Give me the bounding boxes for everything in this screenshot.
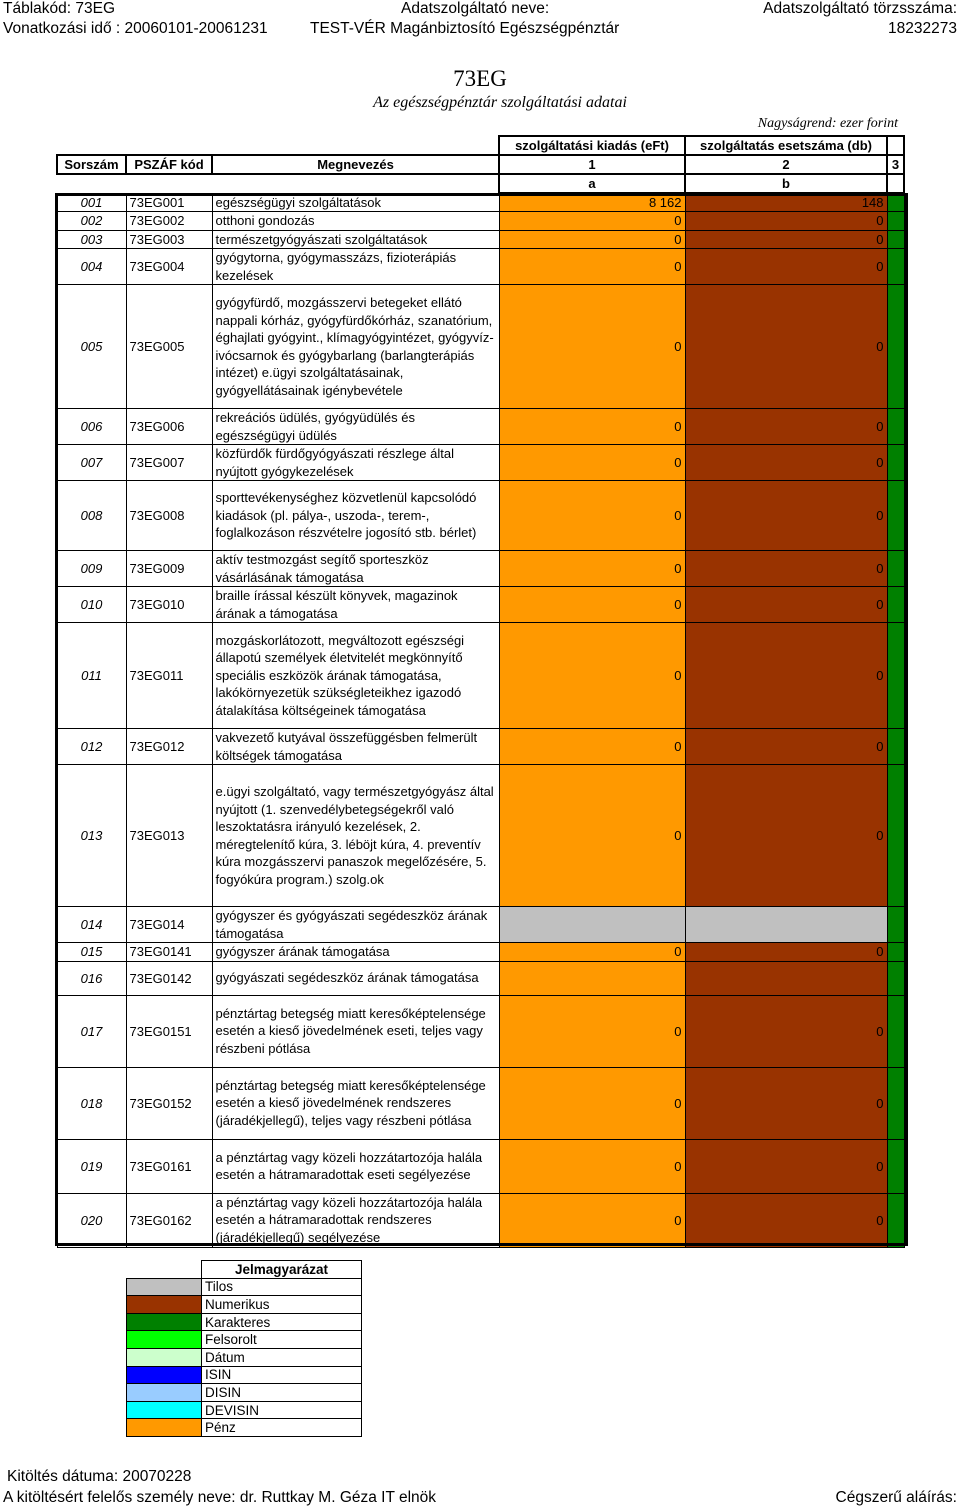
row-char-cell (887, 961, 904, 995)
page-title: 73EG (453, 66, 507, 91)
row-value-a: 0 (499, 551, 685, 587)
row-value-a: 0 (499, 230, 685, 249)
row-value-b: 0 (685, 765, 887, 907)
fill-date: Kitöltés dátuma: 20070228 (7, 1468, 192, 1485)
row-value-a: 0 (499, 409, 685, 445)
row-value-b: 0 (685, 1193, 887, 1247)
table-row (57, 551, 904, 587)
row-number: 011 (57, 623, 126, 729)
signature-label: Cégszerű aláírás: (835, 1489, 957, 1506)
table-row (57, 995, 904, 1067)
row-name: gyógyszer és gyógyászati segédeszköz árának támogatása (212, 907, 499, 943)
row-char-cell (887, 729, 904, 765)
row-char-cell (887, 212, 904, 231)
legend-swatch (127, 1278, 202, 1296)
row-name: a pénztártag vagy közeli hozzátartozója halála esetén a hátramaradottak eseti segélyezése (212, 1139, 499, 1193)
legend-item (127, 1313, 362, 1331)
row-code: 73EG0151 (126, 995, 212, 1067)
legend-item (127, 1348, 362, 1366)
row-code: 73EG007 (126, 445, 212, 481)
row-code: 73EG0162 (126, 1193, 212, 1247)
row-char-cell (887, 551, 904, 587)
legend-label: ISIN (202, 1366, 362, 1384)
row-number: 003 (57, 230, 126, 249)
table-row (57, 445, 904, 481)
row-char-cell (887, 587, 904, 623)
provider-name: TEST-VÉR Magánbiztosító Egészségpénztár (310, 20, 620, 37)
row-value-b: 148 (685, 193, 887, 212)
row-value-a: 0 (499, 445, 685, 481)
legend-swatch (127, 1313, 202, 1331)
row-char-cell (887, 481, 904, 551)
row-name: pénztártag betegség miatt keresőképtelensége esetén a kieső jövedelmének eseti, teljes vagy részbeni pótlása (212, 995, 499, 1067)
row-value-a: 8 162 (499, 193, 685, 212)
page-subtitle: Az egészségpénztár szolgáltatási adatai (373, 94, 627, 111)
row-value-b (685, 961, 887, 995)
legend-item (127, 1278, 362, 1296)
legend-item (127, 1366, 362, 1384)
row-number: 014 (57, 907, 126, 943)
row-char-cell (887, 765, 904, 907)
row-number: 006 (57, 409, 126, 445)
row-name: pénztártag betegség miatt keresőképtelensége esetén a kieső jövedelmének rendszeres (járadékjellegű), teljes vagy részbeni pótlása (212, 1067, 499, 1139)
legend-item (127, 1296, 362, 1314)
data-table (56, 135, 905, 1248)
header-megnevezes: Megnevezés (212, 155, 499, 174)
row-value-a: 0 (499, 995, 685, 1067)
table-row (57, 907, 904, 943)
legend-label: Numerikus (202, 1296, 362, 1314)
table-row (57, 623, 904, 729)
col2-title: szolgáltatás esetszáma (db) (685, 136, 887, 155)
row-value-b: 0 (685, 1067, 887, 1139)
row-name: a pénztártag vagy közeli hozzátartozója halála esetén a hátramaradottak rendszeres (járadékjellegű) segélyezése (212, 1193, 499, 1247)
header-sorszam: Sorszám (57, 155, 126, 174)
row-code: 73EG0142 (126, 961, 212, 995)
row-char-cell (887, 943, 904, 962)
row-name: gyógyfürdő, mozgásszervi betegeket ellátó nappali kórház, gyógyfürdőkórház, szanatórium, éghajlati gyógyint., klímagyógyintézet, gyógyvíz-ivócsarnok és gyógybarlang (barlangterápiás intézet) e.ügyi szolgáltatásainak, gyógyellátásainak igénybevétele (212, 285, 499, 409)
row-number: 018 (57, 1067, 126, 1139)
row-value-b: 0 (685, 943, 887, 962)
row-number: 012 (57, 729, 126, 765)
row-value-a: 0 (499, 1067, 685, 1139)
table-row (57, 729, 904, 765)
row-name: sporttevékenységhez közvetlenül kapcsolódó kiadások (pl. pálya-, uszoda-, terem-, foglalkozáson részvételre jogosító stb. bérlet) (212, 481, 499, 551)
row-char-cell (887, 230, 904, 249)
row-char-cell (887, 409, 904, 445)
table-row (57, 587, 904, 623)
provider-name-label: Adatszolgáltató neve: (401, 0, 550, 17)
row-value-b: 0 (685, 587, 887, 623)
table-row (57, 193, 904, 212)
row-value-a (499, 907, 685, 943)
reference-period: Vonatkozási idő : 20060101-20061231 (3, 20, 268, 37)
legend-label: DEVISIN (202, 1401, 362, 1419)
row-code: 73EG0141 (126, 943, 212, 962)
row-name: egészségügyi szolgáltatások (212, 193, 499, 212)
row-value-a: 0 (499, 1193, 685, 1247)
col1-title: szolgáltatási kiadás (eFt) (499, 136, 685, 155)
row-number: 009 (57, 551, 126, 587)
row-number: 007 (57, 445, 126, 481)
legend-item (127, 1384, 362, 1402)
row-code: 73EG008 (126, 481, 212, 551)
row-code: 73EG004 (126, 249, 212, 285)
legend-item (127, 1419, 362, 1437)
row-number: 005 (57, 285, 126, 409)
legend-label: Dátum (202, 1348, 362, 1366)
legend-label: DISIN (202, 1384, 362, 1402)
row-number: 019 (57, 1139, 126, 1193)
legend-label: Felsorolt (202, 1331, 362, 1349)
row-number: 016 (57, 961, 126, 995)
row-code: 73EG014 (126, 907, 212, 943)
magnitude-note: Nagyságrend: ezer forint (757, 116, 898, 131)
row-value-a: 0 (499, 943, 685, 962)
row-name: mozgáskorlátozott, megváltozott egészségi állapotú személyek életvitelét megkönnyítő speciális eszközök árának támogatása, lakókörnyezetük szükségleteikhez igazodó átalakítása költségeinek támogatása (212, 623, 499, 729)
row-code: 73EG009 (126, 551, 212, 587)
row-value-a: 0 (499, 1139, 685, 1193)
table-row (57, 230, 904, 249)
legend-swatch (127, 1366, 202, 1384)
row-value-b (685, 907, 887, 943)
table-row (57, 481, 904, 551)
table-row (57, 285, 904, 409)
row-value-b: 0 (685, 995, 887, 1067)
row-value-b: 0 (685, 551, 887, 587)
provider-id-label: Adatszolgáltató törzsszáma: (763, 0, 957, 17)
table-row (57, 409, 904, 445)
row-value-a: 0 (499, 587, 685, 623)
row-char-cell (887, 907, 904, 943)
row-name: otthoni gondozás (212, 212, 499, 231)
row-name: braille írással készült könyvek, magazinok árának a támogatása (212, 587, 499, 623)
row-code: 73EG013 (126, 765, 212, 907)
header-a: a (499, 174, 685, 193)
row-value-a (499, 961, 685, 995)
row-value-b: 0 (685, 729, 887, 765)
row-char-cell (887, 1193, 904, 1247)
row-name: e.ügyi szolgáltató, vagy természetgyógyász által nyújtott (1. szenvedélybetegségekről való leszoktatásra irányuló kezelések, 2. méregtelenítő kúra, 3. léböjt kúra, 4. preventív kúra mozgásszervi panaszok megelőzésére, 5. fogyókúra program.) szolg.ok (212, 765, 499, 907)
header-n2: 2 (685, 155, 887, 174)
row-value-b: 0 (685, 481, 887, 551)
row-value-b: 0 (685, 249, 887, 285)
row-code: 73EG010 (126, 587, 212, 623)
row-char-cell (887, 1067, 904, 1139)
row-code: 73EG003 (126, 230, 212, 249)
row-code: 73EG005 (126, 285, 212, 409)
table-row (57, 212, 904, 231)
header-n3: 3 (887, 155, 904, 174)
header-pszaf: PSZÁF kód (126, 155, 212, 174)
legend-label: Karakteres (202, 1313, 362, 1331)
row-code: 73EG006 (126, 409, 212, 445)
legend-item (127, 1331, 362, 1349)
row-char-cell (887, 445, 904, 481)
legend-label: Pénz (202, 1419, 362, 1437)
legend-item (127, 1401, 362, 1419)
row-name: gyógyszer árának támogatása (212, 943, 499, 962)
legend-title: Jelmagyarázat (202, 1261, 362, 1279)
legend-swatch (127, 1348, 202, 1366)
legend-label: Tilos (202, 1278, 362, 1296)
row-name: rekreációs üdülés, gyógyüdülés és egészségügyi üdülés (212, 409, 499, 445)
header-b: b (685, 174, 887, 193)
row-value-b: 0 (685, 212, 887, 231)
row-char-cell (887, 1139, 904, 1193)
provider-id: 18232273 (888, 20, 957, 37)
row-char-cell (887, 623, 904, 729)
legend-swatch (127, 1419, 202, 1437)
row-name: természetgyógyászati szolgáltatások (212, 230, 499, 249)
row-number: 013 (57, 765, 126, 907)
legend-swatch (127, 1384, 202, 1402)
row-char-cell (887, 193, 904, 212)
row-code: 73EG001 (126, 193, 212, 212)
row-name: vakvezető kutyával összefüggésben felmerült költségek támogatása (212, 729, 499, 765)
responsible-person: A kitöltésért felelős személy neve: dr. Ruttkay M. Géza IT elnök (3, 1489, 437, 1506)
row-code: 73EG012 (126, 729, 212, 765)
table-row (57, 249, 904, 285)
row-value-a: 0 (499, 212, 685, 231)
row-number: 010 (57, 587, 126, 623)
row-number: 001 (57, 193, 126, 212)
table-code: Táblakód: 73EG (3, 0, 116, 17)
row-value-a: 0 (499, 765, 685, 907)
row-char-cell (887, 995, 904, 1067)
row-code: 73EG0161 (126, 1139, 212, 1193)
table-row (57, 1067, 904, 1139)
legend-swatch (127, 1296, 202, 1314)
row-number: 015 (57, 943, 126, 962)
row-number: 002 (57, 212, 126, 231)
row-name: gyógytorna, gyógymasszázs, fizioterápiás kezelések (212, 249, 499, 285)
row-number: 020 (57, 1193, 126, 1247)
row-value-b: 0 (685, 409, 887, 445)
row-code: 73EG0152 (126, 1067, 212, 1139)
row-value-b: 0 (685, 230, 887, 249)
header-n1: 1 (499, 155, 685, 174)
row-name: gyógyászati segédeszköz árának támogatása (212, 961, 499, 995)
table-row (57, 961, 904, 995)
row-code: 73EG011 (126, 623, 212, 729)
row-char-cell (887, 249, 904, 285)
row-value-a: 0 (499, 729, 685, 765)
table-row (57, 1193, 904, 1247)
row-code: 73EG002 (126, 212, 212, 231)
row-char-cell (887, 285, 904, 409)
legend-swatch (127, 1401, 202, 1419)
row-value-b: 0 (685, 445, 887, 481)
row-name: aktív testmozgást segítő sporteszköz vásárlásának támogatása (212, 551, 499, 587)
row-value-a: 0 (499, 249, 685, 285)
row-name: közfürdők fürdőgyógyászati részlege által nyújtott gyógykezelések (212, 445, 499, 481)
row-number: 017 (57, 995, 126, 1067)
row-number: 008 (57, 481, 126, 551)
table-row (57, 765, 904, 907)
row-value-b: 0 (685, 1139, 887, 1193)
table-row (57, 1139, 904, 1193)
table-row (57, 943, 904, 962)
legend-swatch (127, 1331, 202, 1349)
legend (126, 1260, 362, 1437)
row-number: 004 (57, 249, 126, 285)
row-value-b: 0 (685, 285, 887, 409)
row-value-a: 0 (499, 481, 685, 551)
row-value-a: 0 (499, 285, 685, 409)
row-value-b: 0 (685, 623, 887, 729)
row-value-a: 0 (499, 623, 685, 729)
